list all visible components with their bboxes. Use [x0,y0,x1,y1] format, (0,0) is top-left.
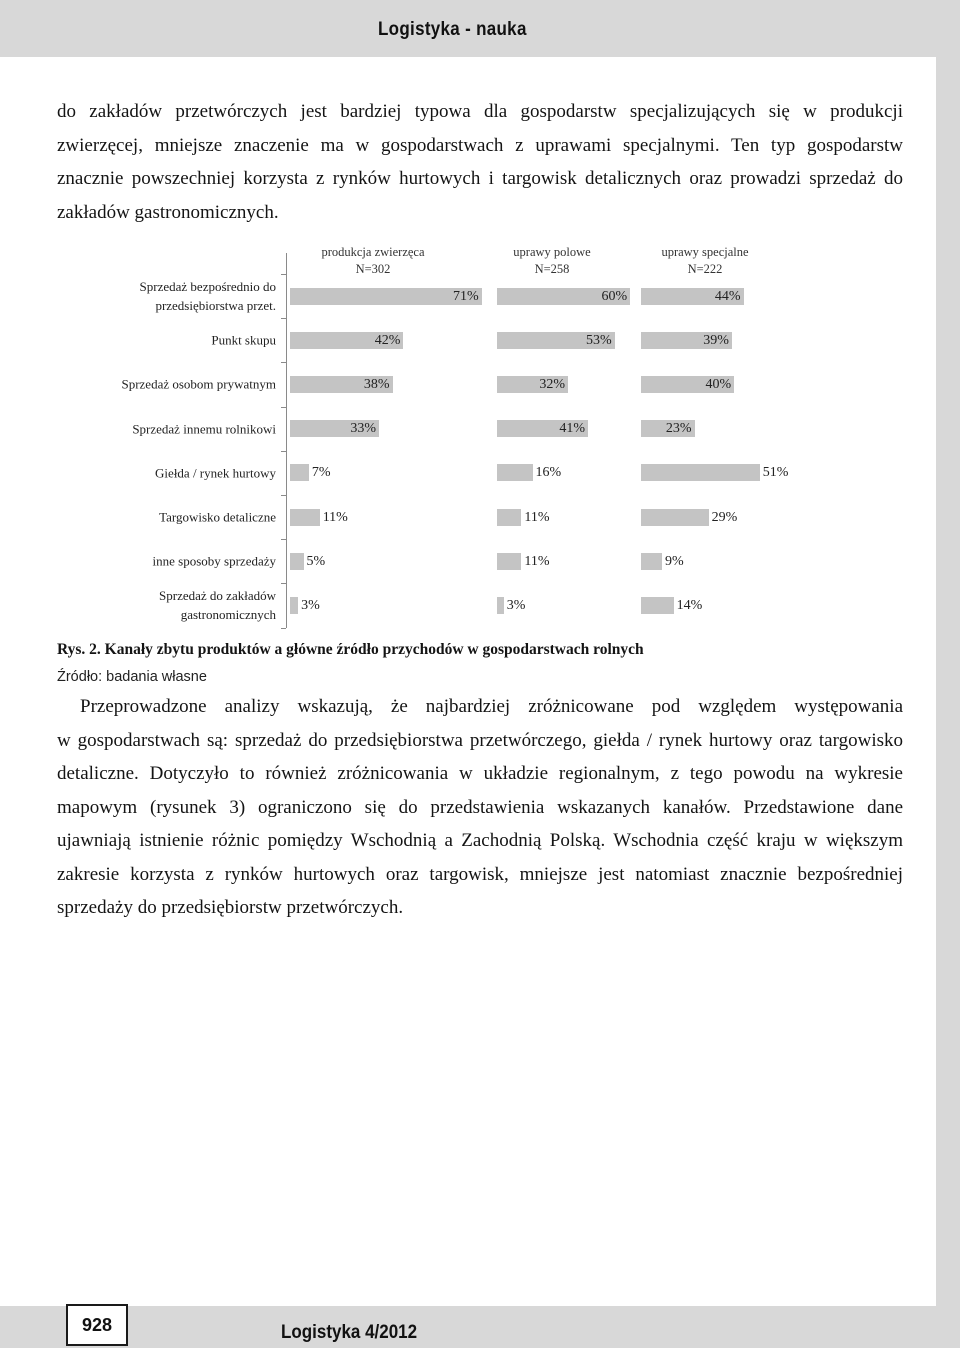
axis-tick [281,539,286,540]
text-line: zakresie korzysta z rynków hurtowych oraz targowisk, mniejsze jest natomiast znacznie bezpośredniej [57,863,903,885]
value-label: 44% [714,288,741,304]
panel-n-label: N=258 [534,262,570,276]
text-line: w gospodarstwach są: sprzedaż do przedsiębiorstwa przetwórczego, giełda / rynek hurtowy oraz targowisko [57,729,903,751]
axis-tick [281,628,286,629]
category-label: Sprzedaż bezpośrednio do przedsiębiorstwa przet. [139,279,276,313]
value-label: 11% [524,509,550,525]
panel-title: uprawy polowe [513,245,591,259]
axis-tick [281,451,286,452]
axis-tick [281,583,286,584]
panel-title: uprawy specjalne [661,245,749,259]
axis-tick [281,407,286,408]
value-label: 7% [311,465,331,481]
value-label: 42% [374,332,401,348]
value-label: 11% [524,553,550,569]
bar [641,553,662,570]
bar [497,553,521,570]
value-label: 29% [711,509,738,525]
bar [290,553,304,570]
right-margin-band [936,0,960,1348]
category-label: Punkt skupu [211,332,276,348]
text-line: Przeprowadzone analizy wskazują, że najbardziej zróżnicowane pod względem występowania [80,696,903,717]
bar [641,509,709,526]
value-label: 5% [306,553,326,569]
value-label: 51% [762,465,789,481]
value-label: 14% [676,597,703,613]
running-title: Logistyka - nauka [378,18,527,40]
value-label: 11% [322,509,348,525]
category-label: Targowisko detaliczne [159,509,276,525]
text-line: sprzedaży do przedsiębiorstw przetwórczych. [57,897,404,918]
value-label: 33% [350,421,377,437]
journal-issue: Logistyka 4/2012 [281,1321,418,1343]
bar [290,509,320,526]
paragraph-1 [57,95,903,229]
footer-band [0,1306,960,1348]
value-label: 60% [601,288,628,304]
text-line: do zakładów przetwórczych jest bardziej typowa dla gospodarstw specjalizujących się w produkcji [57,101,903,122]
axis-tick [281,274,286,275]
category-label: Sprzedaż osobom prywatnym [121,376,276,392]
axis-tick [281,362,286,363]
value-label: 71% [453,288,479,304]
value-label: 41% [559,421,585,437]
axis-tick [281,495,286,496]
figure-caption: Rys. 2. Kanały zbytu produktów a główne źródło przychodów w gospodarstwach rolnych [57,641,644,658]
text-line: znacznie powszechniej korzysta z rynków hurtowych i targowisk detalicznych oraz prowadzi sprzedaż do [57,168,903,189]
value-label: 23% [665,421,692,437]
category-axis-line [286,253,287,628]
category-label: inne sposoby sprzedaży [152,553,276,569]
page-number: 928 [66,1304,128,1346]
paragraph-2 [57,690,903,925]
category-label: Sprzedaż do zakładów gastronomicznych [159,588,276,623]
bar [290,597,298,614]
bar [497,509,521,526]
value-label: 16% [535,465,562,481]
bar [641,597,674,614]
text-line: detaliczne. Dotyczyło to również zróżnicowania w układzie regionalnym, z tego powodu na wykresie [57,763,903,784]
panel-n-label: N=222 [687,262,723,276]
panel-n-label: N=302 [355,262,391,276]
value-label: 3% [301,597,320,613]
panel-title: produkcja zwierzęca [321,245,425,259]
category-label: Giełda / rynek hurtowy [155,465,276,481]
value-label: 38% [363,376,390,392]
text-line: ujawniają istnienie różnic pomiędzy Wschodnią a Zachodnią Polską. Wschodnia część kraju w większym [57,830,903,851]
text-line: mapowym (rysunek 3) ograniczono się do przedstawienia wskazanych kanałów. Przedstawione dane [57,796,903,818]
value-label: 39% [703,332,729,348]
value-label: 9% [665,553,684,569]
bar [290,464,309,481]
text-line: zwierzęcej, mniejsze znaczenie ma w gospodarstwach z uprawami specjalnymi. Ten typ gospodarstw [57,134,903,156]
sales-channels-chart [0,235,935,635]
axis-tick [281,318,286,319]
bar [497,597,504,614]
value-label: 53% [586,332,612,348]
figure-source: Źródło: badania własne [57,669,207,685]
bar [641,464,760,481]
value-label: 40% [705,376,732,392]
bar [497,464,533,481]
category-label: Sprzedaż innemu rolnikowi [132,421,276,437]
value-label: 3% [506,597,526,613]
text-line: zakładów gastronomicznych. [57,201,279,223]
value-label: 32% [539,376,565,392]
